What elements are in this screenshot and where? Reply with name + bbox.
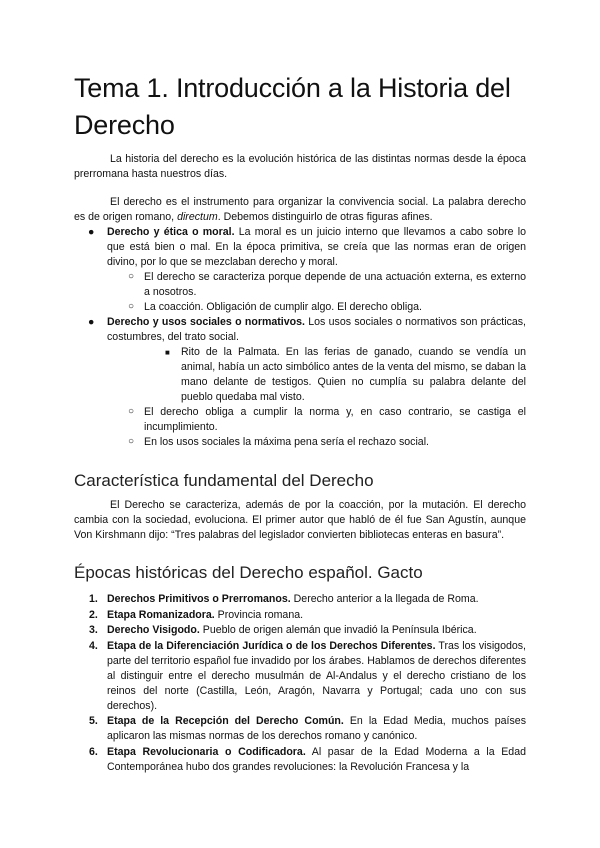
- sub-bullet-text: La coacción. Obligación de cumplir algo. El derecho obliga.: [144, 301, 422, 313]
- bullet-list: [74, 225, 526, 450]
- item-heading: Etapa de la Diferenciación Jurídica o de los Derechos Diferentes.: [107, 639, 436, 652]
- list-item: [74, 623, 526, 638]
- list-item: [74, 745, 526, 775]
- item-number: 5.: [89, 715, 98, 727]
- item-number: 3.: [89, 624, 98, 636]
- bullet-heading: Derecho y ética o moral.: [107, 226, 235, 238]
- item-text: Al pasar de la Edad Moderna a la Edad Contemporánea hubo dos grandes revoluciones: la Revolución Francesa y la: [107, 745, 526, 773]
- circle-bullet-icon: ○: [128, 436, 135, 447]
- list-item: [74, 435, 526, 450]
- item-text: Derecho anterior a la llegada de Roma.: [290, 593, 479, 605]
- list-item: [74, 270, 526, 300]
- list-item: [74, 405, 526, 435]
- bullet-text: La moral es un juicio interno que llevamos a cabo sobre lo que está bien o mal. En la época primitiva, se creía que las normas eran de origen divino, por lo que se mezclaban derecho y moral.: [107, 226, 527, 268]
- bullet-icon: ●: [88, 316, 95, 328]
- circle-bullet-icon: ○: [128, 301, 135, 312]
- sub-bullet-text: En los usos sociales la máxima pena sería el rechazo social.: [144, 436, 429, 448]
- intro-paragraph-1: La historia del derecho es la evolución histórica de las distintas normas desde la época prerromana hasta nuestros días.: [74, 153, 526, 180]
- item-number: 1.: [89, 593, 98, 605]
- bullet-text: Los usos sociales o normativos son prácticas, costumbres, del trato social.: [107, 316, 527, 343]
- bullet-icon: ●: [88, 226, 95, 238]
- list-item: [74, 608, 526, 623]
- list-item: [74, 639, 526, 714]
- item-text: Tras los visigodos, parte del territorio español fue invadido por los árabes. Hablamos de derechos diferentes al distinguir entre el derecho musulmán de Al-Andalus y el derecho cristiano de los reinos del norte (Castilla, León, Aragón, Navarra y Portugal; cada uno con sus derechos).: [107, 639, 526, 712]
- item-text: En la Edad Media, muchos países aplicaron las mismas normas de los derechos romano y canónico.: [107, 715, 526, 742]
- item-number: 2.: [89, 608, 98, 621]
- sub-sub-bullet-text: Rito de la Palmata. En las ferias de ganado, cuando se vendía un animal, había un acto simbólico antes de la venta del mismo, se daban la mano delante de testigos. Quien no cumplía su palabra delante del pueblo quedaba mal visto.: [181, 346, 526, 403]
- item-heading: Etapa Romanizadora.: [107, 608, 215, 621]
- item-number: 6.: [89, 745, 98, 758]
- list-item: [74, 300, 526, 315]
- square-bullet-icon: ■: [165, 348, 170, 357]
- item-heading: Derechos Primitivos o Prerromanos.: [107, 593, 291, 605]
- list-item: [74, 714, 526, 744]
- item-heading: Derecho Visigodo.: [107, 624, 200, 636]
- list-item: [74, 592, 526, 607]
- item-heading: Etapa Revolucionaria o Codificadora.: [107, 745, 306, 758]
- circle-bullet-icon: ○: [128, 406, 135, 417]
- document-content: [74, 70, 526, 775]
- circle-bullet-icon: ○: [128, 271, 135, 282]
- item-text: Provincia romana.: [214, 608, 304, 621]
- intro-italic-term: directum: [177, 211, 218, 223]
- sub-bullet-text: El derecho obliga a cumplir la norma y, en caso contrario, se castiga el incumplimiento.: [144, 406, 526, 433]
- page-title: Tema 1. Introducción a la Historia del Derecho: [74, 73, 511, 140]
- sub-bullet-text: El derecho se caracteriza porque depende de una actuación externa, es externo a nosotros.: [144, 271, 526, 298]
- intro-text: El derecho es el instrumento para organizar la convivencia social. La palabra derecho es de origen romano,: [74, 196, 526, 223]
- intro-paragraph-2: [74, 195, 526, 225]
- list-item: [74, 315, 526, 345]
- item-text: Pueblo de origen alemán que invadió la Península Ibérica.: [199, 624, 477, 636]
- section-heading: Épocas históricas del Derecho español. Gacto: [74, 563, 423, 582]
- list-item: [74, 225, 526, 270]
- section-paragraph: El Derecho se caracteriza, además de por la coacción, por la mutación. El derecho cambia con la sociedad, evoluciona. El primer autor que habló de él fue San Agustín, aunque Von Kirshmann dijo: “Tres palabras del legislador convierten bibliotecas enteras en basura”.: [74, 499, 526, 541]
- item-heading: Etapa de la Recepción del Derecho Común.: [107, 715, 344, 727]
- item-number: 4.: [89, 639, 98, 652]
- bullet-heading: Derecho y usos sociales o normativos.: [107, 316, 305, 328]
- section-heading: Característica fundamental del Derecho: [74, 471, 374, 490]
- intro-text-end: . Debemos distinguirlo de otras figuras afines.: [217, 211, 433, 223]
- numbered-list: [74, 592, 526, 775]
- list-item: [74, 345, 526, 405]
